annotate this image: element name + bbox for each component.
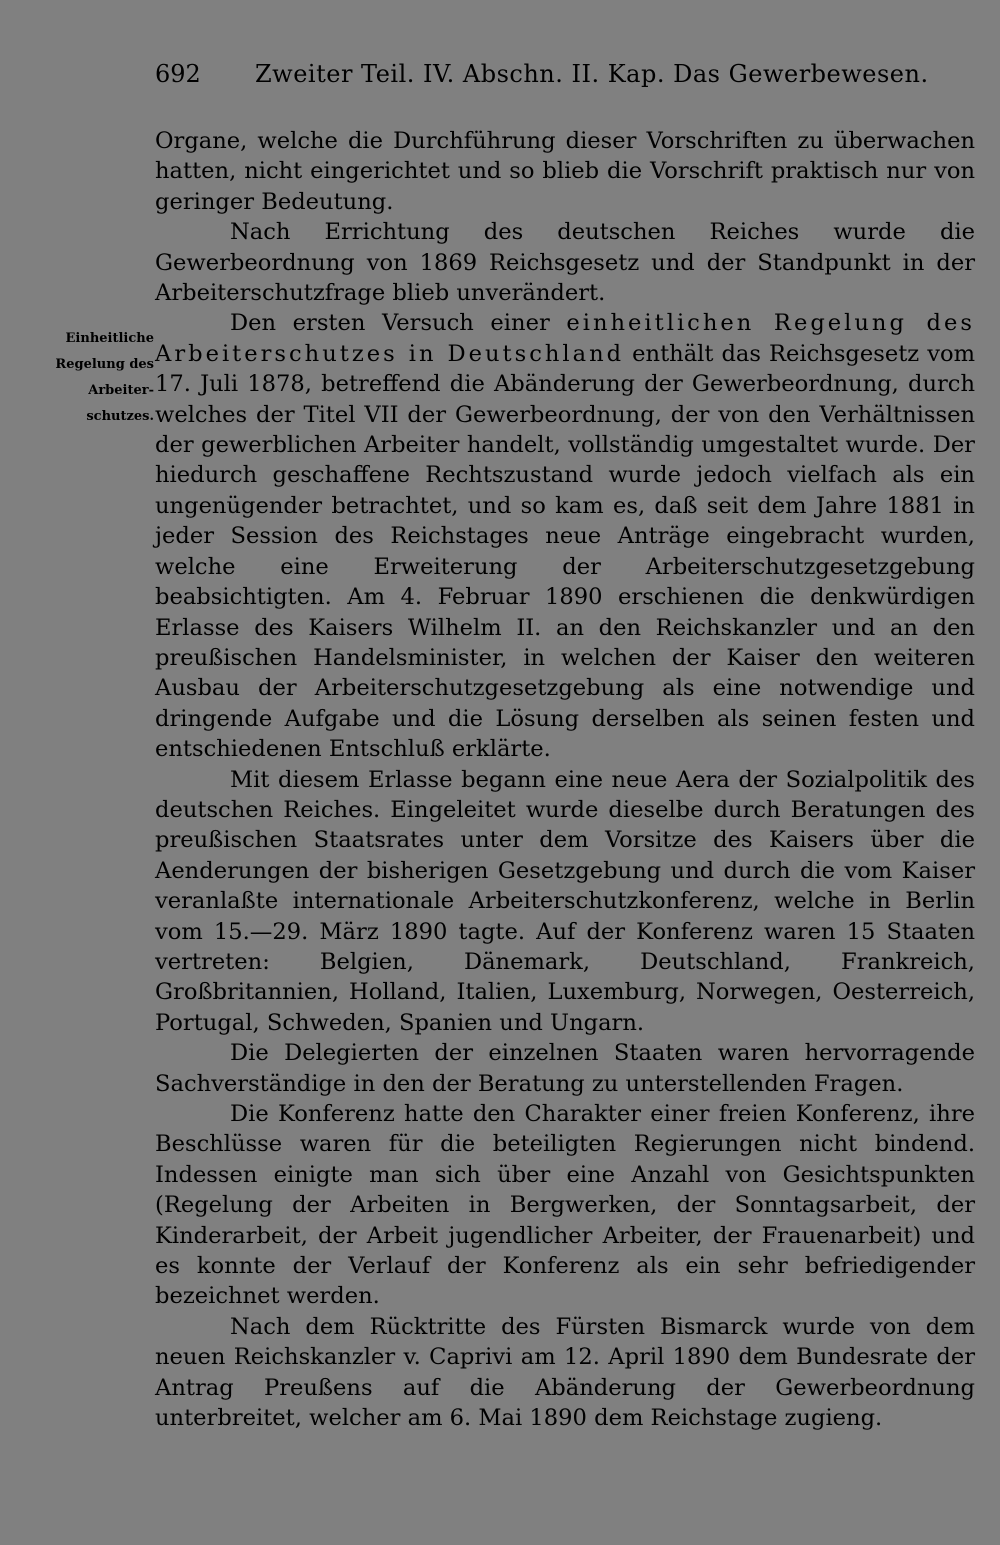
margin-note <box>26 326 154 430</box>
page-number: 692 <box>155 60 201 88</box>
paragraph: Die Konferenz hatte den Charakter einer freien Konferenz, ihre Beschlüsse waren für die beteiligten Regierungen nicht bindend. Indessen einigte man sich über eine Anzahl von Gesichtspunkten (Regelung der Arbeiten in Bergwerken, der Sonntagsarbeit, der Kinderarbeit, der Arbeit jugendlicher Arbeiter, der Frauenarbeit) und es konnte der Verlauf der Konferenz als ein sehr befriedigender bezeichnet werden. <box>155 1101 975 1310</box>
running-title: Zweiter Teil. IV. Abschn. II. Kap. Das Gewerbewesen. <box>255 60 929 88</box>
page-header <box>155 56 929 92</box>
paragraph: Mit diesem Erlasse begann eine neue Aera der Sozialpolitik des deutschen Reiches. Eingeleitet wurde dieselbe durch Beratungen des preußischen Staatsrates unter dem Vorsitze des Kaisers über die Aenderungen der bisherigen Gesetzgebung und durch die vom Kaiser veranlaßte internationale Arbeiterschutzkonferenz, welche in Berlin vom 15.—29. März 1890 tagte. Auf der Konferenz waren 15 Staaten vertreten: Belgien, Dänemark, Deutschland, Frankreich, Großbritannien, Holland, Italien, Luxemburg, Norwegen, Oesterreich, Portugal, Schweden, Spanien und Ungarn. <box>155 766 975 1036</box>
margin-note-line: Einheitliche <box>65 331 154 346</box>
paragraph: Die Delegierten der einzelnen Staaten waren hervorragende Sachverständige in den der Beratung zu unterstellenden Fragen. <box>155 1040 975 1097</box>
body-text <box>155 126 975 1433</box>
paragraph-text: enthält das Reichsgesetz vom 17. Juli 1878, betreffend die Abänderung der Gewerbeordnung, durch welches der Titel VII der Gewerbeordnung, der von den Verhältnissen der gewerblichen Arbeiter handelt, vollständig umgestaltet wurde. Der hiedurch geschaffene Rechtszustand wurde jedoch vielfach als ein ungenügender betrachtet, und so kam es, daß seit dem Jahre 1881 in jeder Session des Reichstages neue Anträge eingebracht wurden, welche eine Erweiterung der Arbeiterschutzgesetzgebung beabsichtigten. Am 4. Februar 1890 erschienen die denkwürdigen Erlasse des Kaisers Wilhelm II. an den Reichskanzler und an den preußischen Handelsminister, in welchen der Kaiser den weiteren Ausbau der Arbeiterschutzgesetzgebung als eine notwendige und dringende Aufgabe und die Lösung derselben als seinen festen und entschiedenen Entschluß erklärte. <box>155 340 975 763</box>
paragraph: Organe, welche die Durchführung dieser Vorschriften zu überwachen hatten, nicht eingerichtet und so blieb die Vorschrift praktisch nur von geringer Bedeutung. <box>155 128 975 215</box>
paragraph: Nach Errichtung des deutschen Reiches wurde die Gewerbeordnung von 1869 Reichsgesetz und der Standpunkt in der Arbeiterschutzfrage blieb unverändert. <box>155 219 975 307</box>
paragraph: Nach dem Rücktritte des Fürsten Bismarck wurde von dem neuen Reichskanzler v. Caprivi am 12. April 1890 dem Bundesrate der Antrag Preußens auf die Abänderung der Gewerbeordnung unterbreitet, welcher am 6. Mai 1890 dem Reichstage zugieng. <box>155 1313 975 1432</box>
margin-note-line: Arbeiter- <box>88 383 154 398</box>
margin-note-line: Regelung des <box>55 357 154 372</box>
paragraph <box>155 308 975 764</box>
margin-note-line: schutzes. <box>86 409 154 424</box>
emphasized-phrase: einheitlichen Regelung des Arbeiterschutzes in Deutschland <box>155 310 975 367</box>
paragraph-text: Den ersten Versuch einer <box>230 310 567 337</box>
